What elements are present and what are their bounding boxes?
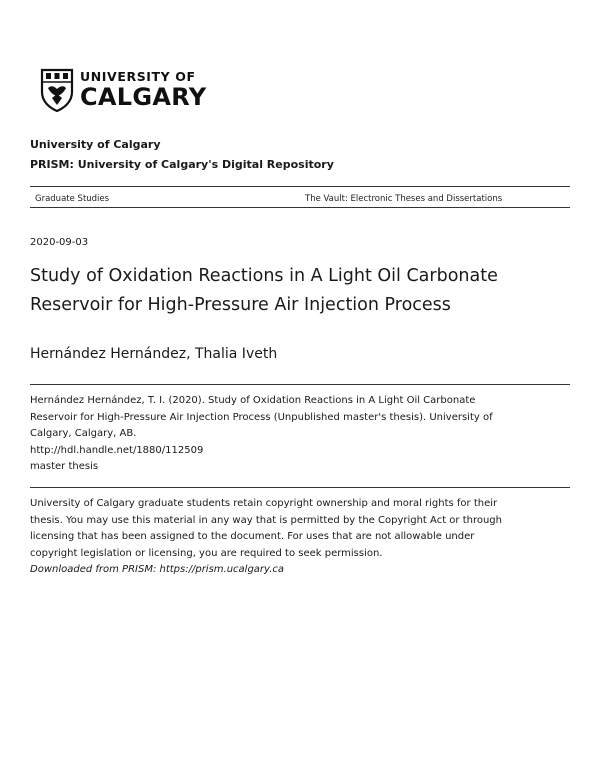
crest-icon xyxy=(40,68,74,112)
publication-date: 2020-09-03 xyxy=(30,237,89,248)
rights-line-4: copyright legislation or licensing, you are required to seek permission. xyxy=(30,547,383,559)
title-line-1: Study of Oxidation Reactions in A Light Oil Carbonate xyxy=(30,266,498,286)
citation-line-2: Reservoir for High-Pressure Air Injection Process (Unpublished master's thesis). University of xyxy=(30,411,493,423)
rights-line-2: thesis. You may use this material in any way that is permitted by the Copyright Act or through xyxy=(30,514,502,526)
rights-line-3: licensing that has been assigned to the document. For uses that are not allowable under xyxy=(30,531,475,542)
divider-meta xyxy=(30,207,570,208)
logo-line-calgary: CALGARY xyxy=(80,83,207,112)
handle-link[interactable]: http://hdl.handle.net/1880/112509 xyxy=(30,444,204,456)
collection-left: Graduate Studies xyxy=(35,194,110,204)
repository-name: PRISM: University of Calgary's Digital Repository xyxy=(30,158,334,171)
citation-line-3: Calgary, Calgary, AB. xyxy=(30,428,137,439)
citation-line-1: Hernández Hernández, T. I. (2020). Study of Oxidation Reactions in A Light Oil Carbonate xyxy=(30,395,476,406)
rights-statement xyxy=(30,496,570,579)
divider-citation-top xyxy=(30,384,570,385)
divider-top xyxy=(30,186,570,187)
title-line-2: Reservoir for High-Pressure Air Injection Process xyxy=(30,295,451,315)
logo-line-university-of: UNIVERSITY OF xyxy=(80,68,196,84)
logo-wordmark xyxy=(80,68,207,112)
rights-line-1: University of Calgary graduate students retain copyright ownership and moral rights for their xyxy=(30,498,498,509)
citation-block xyxy=(30,393,570,476)
university-logo xyxy=(40,68,206,112)
document-type: master thesis xyxy=(30,461,99,472)
institution-name: University of Calgary xyxy=(30,138,161,151)
downloaded-from-link[interactable]: Downloaded from PRISM: https://prism.ucalgary.ca xyxy=(30,564,284,575)
document-title xyxy=(30,262,570,320)
collection-right: The Vault: Electronic Theses and Dissertations xyxy=(305,194,503,204)
author-name: Hernández Hernández, Thalia Iveth xyxy=(30,346,278,362)
divider-rights-top xyxy=(30,487,570,488)
